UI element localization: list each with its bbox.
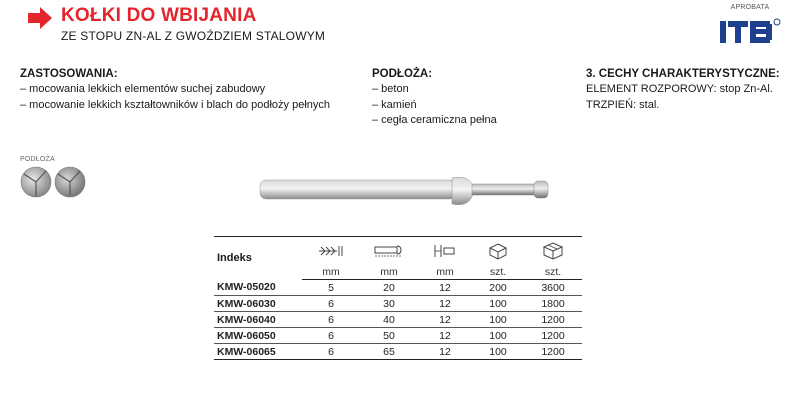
substrates-heading: PODŁOŻA:	[372, 68, 433, 80]
applications-section	[20, 67, 360, 113]
box-quantity-cell: 100	[472, 312, 524, 328]
carton-quantity-cell: 1800	[524, 296, 582, 312]
substrates-section	[372, 67, 572, 129]
length-cell: 30	[360, 296, 418, 312]
diameter-cell: 6	[302, 328, 360, 344]
features-section	[586, 67, 796, 113]
index-header: Indeks	[214, 237, 302, 280]
substrates-item: – kamień	[372, 98, 417, 111]
substrate-icons	[20, 166, 86, 198]
carton-quantity-cell: 3600	[524, 280, 582, 296]
box-quantity-icon	[488, 242, 508, 260]
length-cell: 40	[360, 312, 418, 328]
approval-label: APROBATA	[730, 4, 770, 11]
applications-item: – mocowanie lekkich kształtowników i blach do podłoży pełnych	[20, 98, 330, 111]
stone-substrate-icon	[55, 167, 85, 197]
box-quantity-cell: 200	[472, 280, 524, 296]
concrete-substrate-icon	[21, 167, 51, 197]
product-code: KMW-06065	[214, 344, 302, 360]
product-table	[214, 236, 582, 360]
diameter-cell: 5	[302, 280, 360, 296]
box-quantity-header	[472, 237, 524, 265]
diameter-cell: 6	[302, 344, 360, 360]
features-item: ELEMENT ROZPOROWY: stop Zn-Al.	[586, 83, 773, 95]
anchor-length-icon	[373, 244, 405, 258]
fixture-thickness-icon	[432, 243, 458, 259]
unit-diameter: mm	[302, 265, 360, 280]
thickness-cell: 12	[418, 296, 472, 312]
table-row	[214, 344, 582, 360]
features-item: TRZPIEŃ: stal.	[586, 98, 660, 111]
drill-diameter-icon	[317, 244, 345, 258]
carton-quantity-cell: 1200	[524, 344, 582, 360]
carton-quantity-header	[524, 237, 582, 265]
unit-box-quantity: szt.	[472, 265, 524, 280]
fixture-thickness-header	[418, 237, 472, 265]
carton-quantity-cell: 1200	[524, 312, 582, 328]
anchor-length-header	[360, 237, 418, 265]
unit-carton-quantity: szt.	[524, 265, 582, 280]
thickness-cell: 12	[418, 328, 472, 344]
box-quantity-cell: 100	[472, 344, 524, 360]
page-subtitle: ZE STOPU ZN-AL Z GWOŹDZIEM STALOWYM	[61, 29, 326, 43]
applications-item: – mocowania lekkich elementów suchej zabudowy	[20, 83, 266, 95]
length-cell: 65	[360, 344, 418, 360]
substrates-item: – cegła ceramiczna pełna	[372, 114, 497, 126]
product-code: KMW-05020	[214, 280, 302, 296]
box-quantity-cell: 100	[472, 328, 524, 344]
carton-quantity-icon	[542, 242, 564, 260]
thickness-cell: 12	[418, 280, 472, 296]
table-row	[214, 280, 582, 296]
unit-thickness: mm	[418, 265, 472, 280]
page-title: KOŁKI DO WBIJANIA	[61, 5, 257, 26]
box-quantity-cell: 100	[472, 296, 524, 312]
carton-quantity-cell: 1200	[524, 328, 582, 344]
thickness-cell: 12	[418, 312, 472, 328]
product-code: KMW-06050	[214, 328, 302, 344]
diameter-cell: 6	[302, 312, 360, 328]
product-code: KMW-06030	[214, 296, 302, 312]
itb-logo-icon	[718, 16, 782, 46]
substrates-item: – beton	[372, 83, 409, 95]
substrate-panel-label: PODŁOŻA	[20, 156, 55, 163]
drill-diameter-header	[302, 237, 360, 265]
product-code: KMW-06040	[214, 312, 302, 328]
diameter-cell: 6	[302, 296, 360, 312]
length-cell: 50	[360, 328, 418, 344]
unit-length: mm	[360, 265, 418, 280]
table-row	[214, 312, 582, 328]
table-row	[214, 328, 582, 344]
length-cell: 20	[360, 280, 418, 296]
thickness-cell: 12	[418, 344, 472, 360]
applications-heading: ZASTOSOWANIA:	[20, 68, 118, 80]
red-arrow-icon	[26, 4, 54, 32]
nail-anchor-icon	[256, 172, 556, 212]
features-heading: 3. CECHY CHARAKTERYSTYCZNE:	[586, 68, 780, 80]
table-row	[214, 296, 582, 312]
approval-badge	[718, 4, 782, 46]
